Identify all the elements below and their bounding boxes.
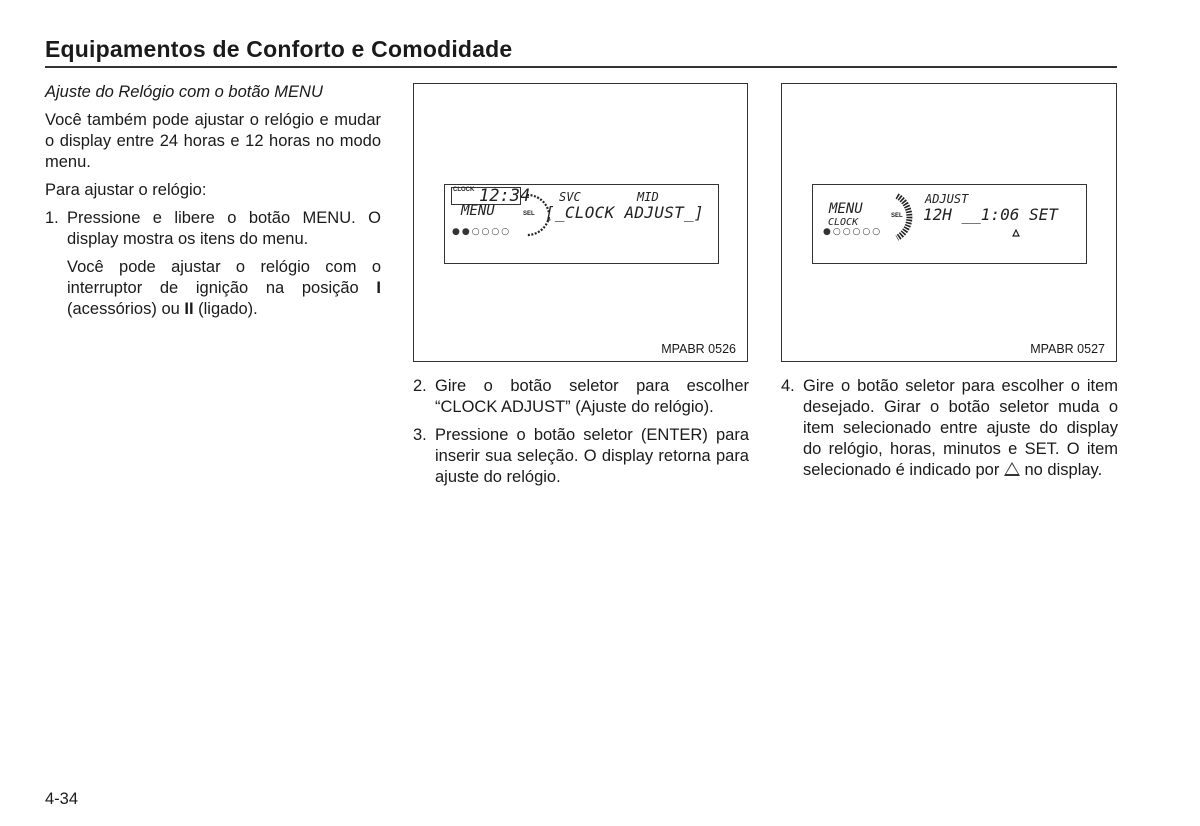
step-2-number: 2. (413, 377, 427, 395)
triangle-indicator-icon (1012, 229, 1020, 237)
clock-small-label: CLOCK (453, 187, 475, 193)
note-text-3: (ligado). (193, 300, 258, 318)
preset-dots: ●●○○○○ (452, 227, 512, 237)
figure-clock-adjust-menu (413, 83, 748, 362)
lcd-menu: MENU (829, 201, 863, 217)
step-1 (45, 208, 381, 250)
figure-code: MPABR 0527 (1030, 342, 1105, 356)
lcd-display (444, 184, 719, 264)
step-3 (413, 425, 749, 488)
note-text-2: (acessórios) ou (67, 300, 185, 318)
lcd-svc: SVC (559, 190, 581, 204)
instruction-lead: Para ajustar o relógio: (45, 181, 207, 199)
lcd-menu: MENU (461, 203, 495, 219)
lcd-display (812, 184, 1087, 264)
figure-code: MPABR 0526 (661, 342, 736, 356)
step-4-text-after: no display. (1019, 461, 1103, 479)
step-2 (413, 376, 749, 418)
lcd-clock: CLOCK (828, 217, 859, 228)
step-4 (781, 376, 1118, 481)
ignition-note (45, 257, 381, 320)
step-1-number: 1. (45, 209, 59, 227)
page-title: Equipamentos de Conforto e Comodidade (45, 36, 513, 62)
lcd-time: 12:34 (479, 186, 531, 206)
lcd-selection: [_CLOCK ADJUST_] (545, 203, 704, 222)
step-2-text: Gire o botão seletor para escolher “CLOCK ADJUST” (Ajuste do relógio). (435, 377, 749, 416)
intro-paragraph: Você também pode ajustar o relógio e mudar o display entre 24 horas e 12 horas no modo menu. (45, 111, 381, 171)
figure-adjust-items (781, 83, 1117, 362)
section-subtitle: Ajuste do Relógio com o botão MENU (45, 83, 323, 101)
lcd-adjust: ADJUST (925, 192, 969, 206)
note-text-1: Você pode ajustar o relógio com o interruptor de ignição na posição (67, 258, 381, 297)
lcd-values: 12H __1:06 SET (923, 205, 1058, 224)
right-column (781, 376, 1118, 488)
left-column (45, 82, 381, 327)
preset-dots: ●○○○○○ (823, 227, 883, 237)
page-number: 4-34 (45, 790, 79, 808)
step-3-text: Pressione o botão seletor (ENTER) para inserir sua seleção. O display retorna para ajuste do relógio. (435, 426, 749, 486)
step-4-number: 4. (781, 377, 795, 395)
step-4-text (803, 376, 1118, 481)
note-position-i: I (376, 279, 381, 297)
sel-label: SEL (891, 213, 903, 219)
lcd-mid: MID (637, 190, 659, 204)
step-1-text: Pressione e libere o botão MENU. O display mostra os itens do menu. (67, 209, 381, 248)
header-rule (45, 66, 1117, 68)
step-4-text-before: Gire o botão seletor para escolher o item desejado. Girar o botão seletor muda o item selecionado entre ajuste do display do relógio, horas, minutos e SET. O item selecionado é indicado por (803, 377, 1118, 479)
sel-label: SEL (523, 211, 535, 217)
step-3-number: 3. (413, 426, 427, 444)
middle-column (413, 376, 749, 495)
triangle-outline-icon (1004, 462, 1020, 476)
note-position-ii: II (184, 300, 194, 318)
